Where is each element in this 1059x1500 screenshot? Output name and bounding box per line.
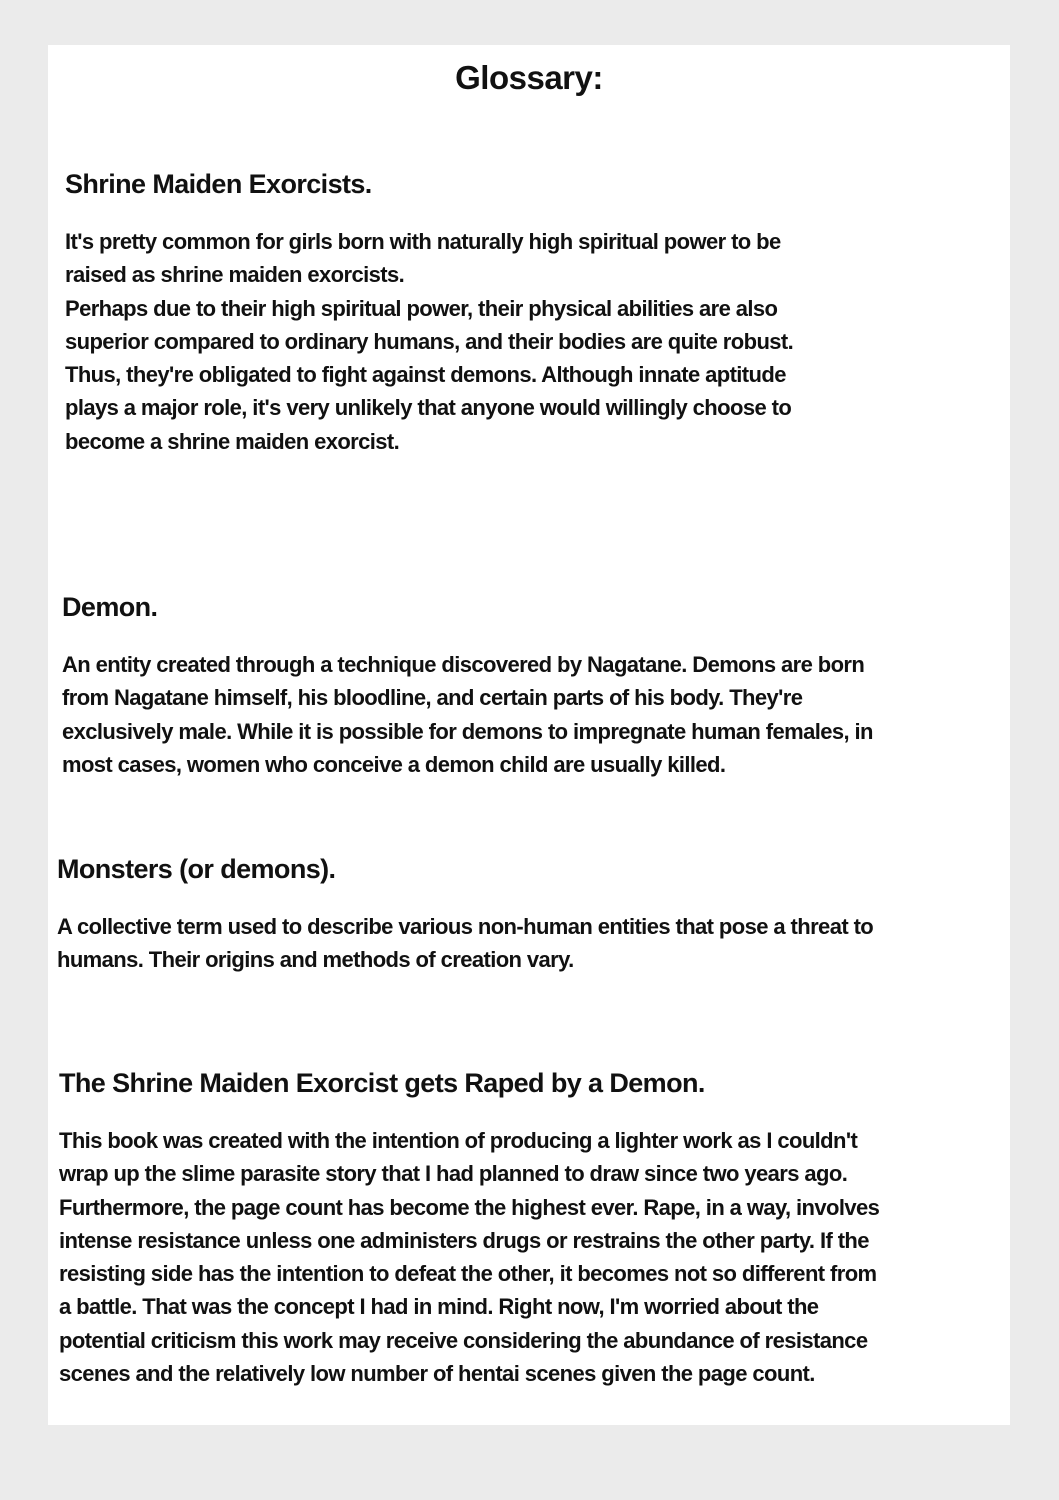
body-line: Thus, they're obligated to fight against demons. Although innate aptitude — [65, 362, 786, 388]
section-monsters — [57, 852, 873, 977]
body-line: a battle. That was the concept I had in mind. Right now, I'm worried about the — [59, 1294, 819, 1320]
body-line: scenes and the relatively low number of hentai scenes given the page count. — [59, 1361, 815, 1387]
body-line: from Nagatane himself, his bloodline, and certain parts of his body. They're — [62, 685, 803, 711]
body-line: raised as shrine maiden exorcists. — [65, 262, 405, 288]
body-line: superior compared to ordinary humans, and their bodies are quite robust. — [65, 328, 794, 354]
body-line: plays a major role, it's very unlikely that anyone would willingly choose to — [65, 395, 792, 421]
document-page — [48, 45, 1010, 1425]
body-line: become a shrine maiden exorcist. — [65, 428, 400, 454]
section-heading: Monsters (or demons). — [57, 854, 336, 884]
body-line: A collective term used to describe various non-human entities that pose a threat to — [57, 914, 874, 939]
section-demon — [62, 590, 873, 781]
section-heading: The Shrine Maiden Exorcist gets Raped by a Demon. — [59, 1068, 705, 1098]
section-heading: Shrine Maiden Exorcists. — [65, 169, 372, 199]
section-shrine-maiden-exorcists — [65, 167, 793, 458]
body-line: resisting side has the intention to defeat the other, it becomes not so different from — [59, 1261, 877, 1287]
body-line: humans. Their origins and methods of creation vary. — [57, 947, 574, 973]
section-heading: Demon. — [62, 592, 158, 622]
body-line: Perhaps due to their high spiritual power, their physical abilities are also — [65, 295, 778, 321]
body-line: This book was created with the intention of producing a lighter work as I couldn't — [59, 1128, 858, 1153]
body-line: Furthermore, the page count has become the highest ever. Rape, in a way, involves — [59, 1194, 880, 1220]
body-line: most cases, women who conceive a demon child are usually killed. — [62, 751, 726, 777]
body-line: wrap up the slime parasite story that I had planned to draw since two years ago. — [59, 1161, 848, 1187]
section-afterword — [59, 1066, 879, 1390]
body-line: exclusively male. While it is possible for demons to impregnate human females, in — [62, 718, 873, 744]
body-line: intense resistance unless one administers drugs or restrains the other party. If the — [59, 1227, 869, 1253]
body-line: An entity created through a technique discovered by Nagatane. Demons are born — [62, 652, 865, 677]
body-line: potential criticism this work may receive considering the abundance of resistance — [59, 1327, 868, 1353]
body-line: It's pretty common for girls born with naturally high spiritual power to be — [65, 229, 781, 254]
page-title: Glossary: — [455, 59, 603, 96]
